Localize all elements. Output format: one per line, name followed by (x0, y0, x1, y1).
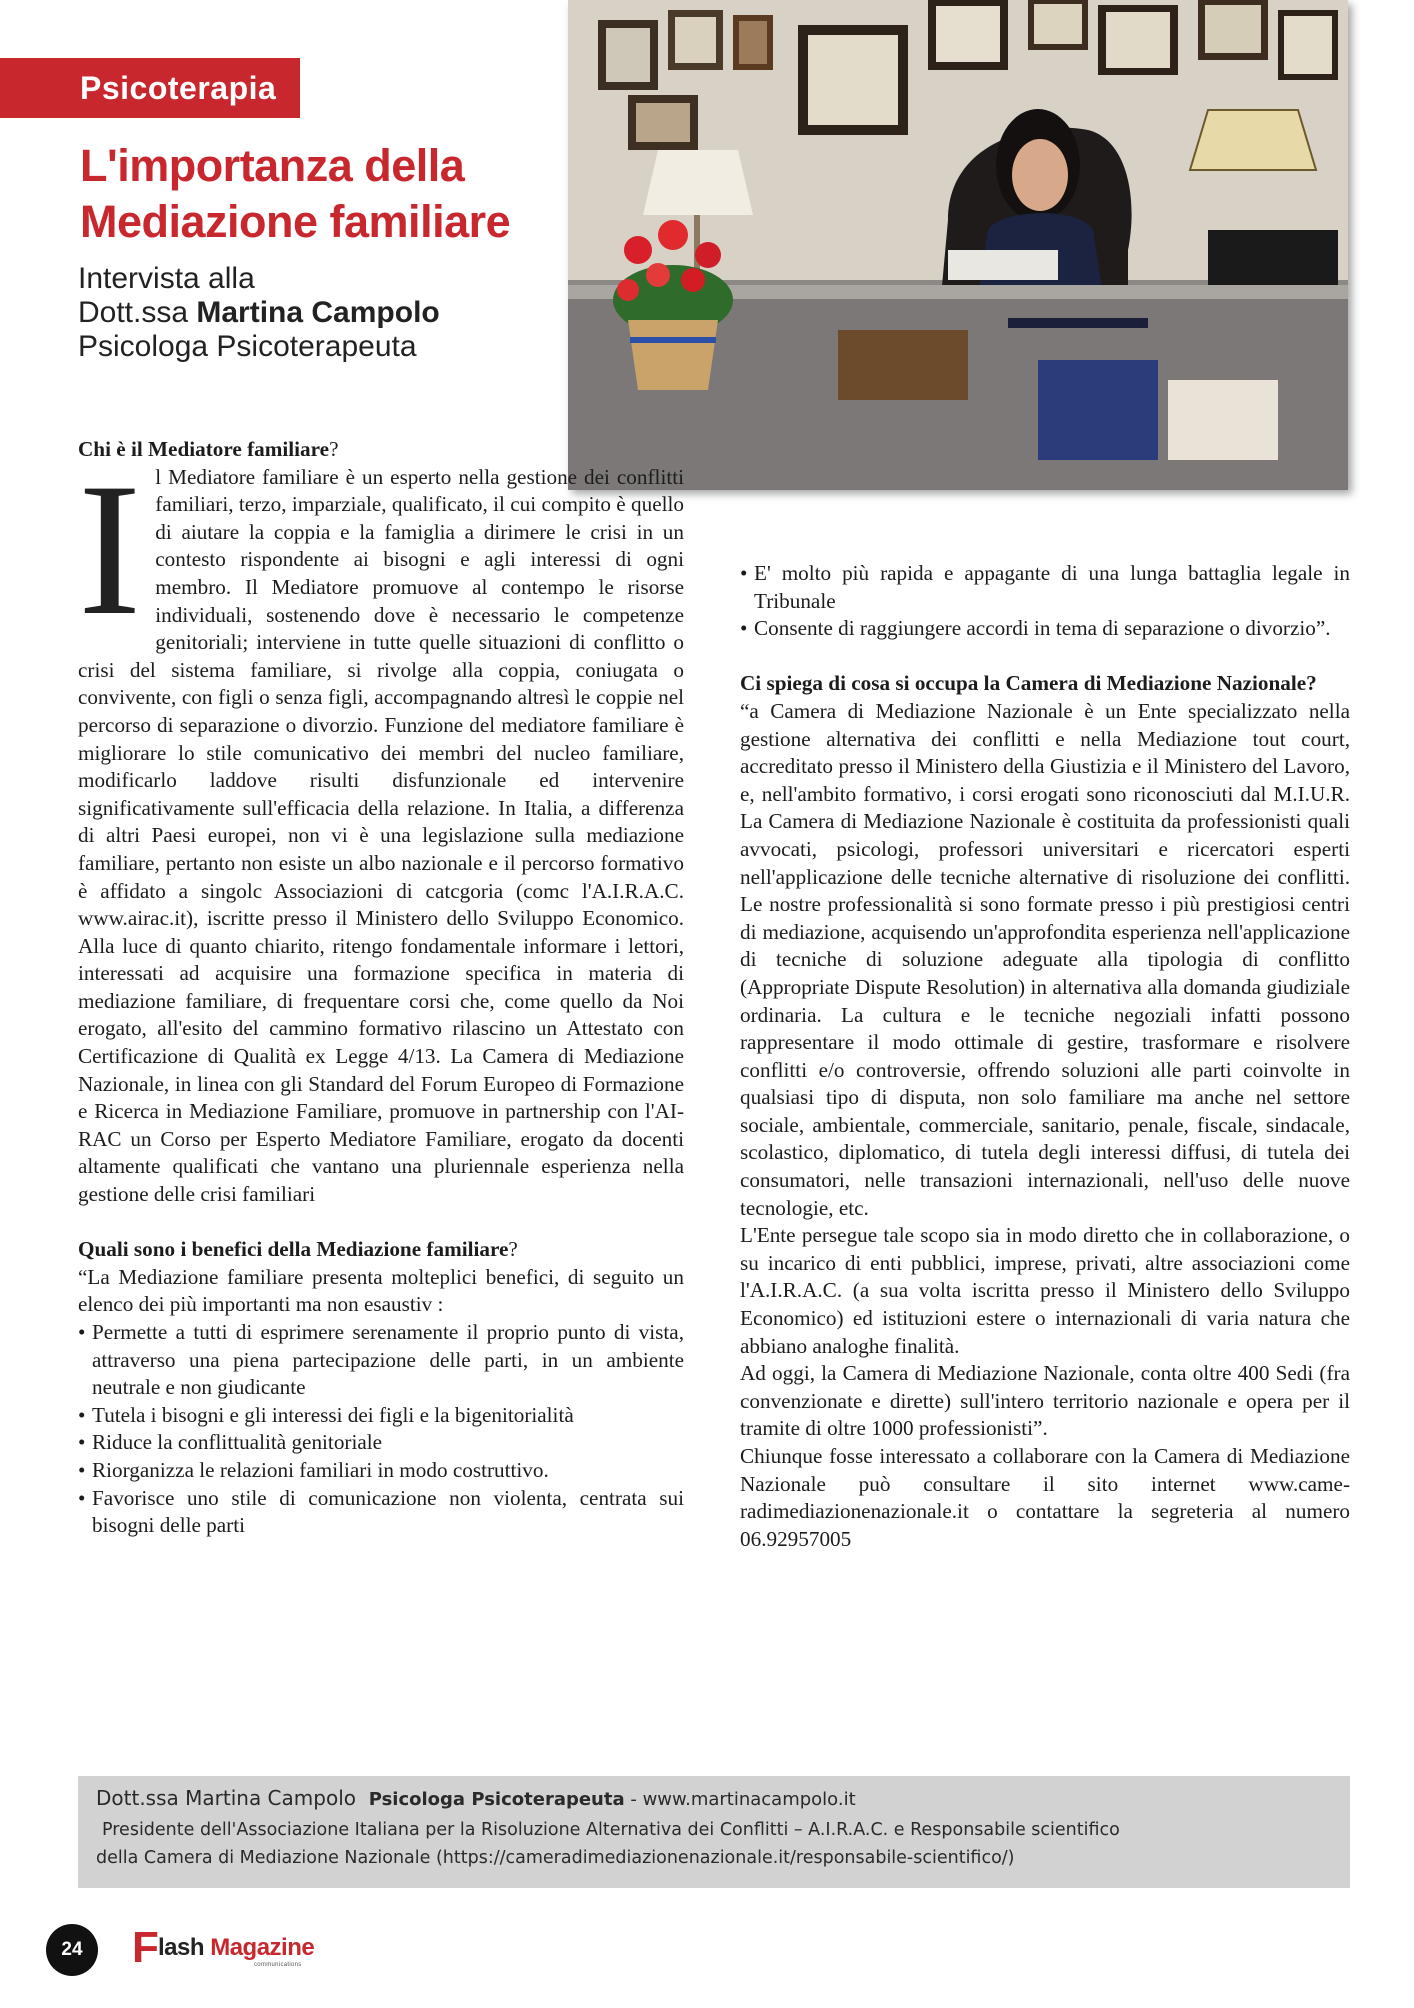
question-1-mark: ? (329, 437, 339, 461)
question-2-text: Quali sono i benefici della Mediazione familiare (78, 1237, 509, 1262)
list-item: • Consente di raggiungere accordi in tema di separazione o divorzio”. (740, 615, 1350, 643)
benefits-list (78, 1319, 684, 1540)
list-item: • Permette a tutti di esprimere serenamente il proprio punto di vista, attraverso una piena partecipazione delle parti, in un ambiente neutrale e non giudicante (78, 1319, 684, 1402)
list-item: • Tutela i bisogni e gli interessi dei figli e la bigenitorialità (78, 1402, 684, 1430)
title-line-1: L'importanza della (80, 140, 465, 191)
page-number: 24 (46, 1924, 98, 1976)
question-2 (78, 1236, 684, 1264)
question-3: Ci spiega di cosa si occupa la Camera di Mediazione Nazionale? (740, 671, 1317, 696)
question-1 (78, 436, 684, 464)
author-line (96, 1786, 1332, 1810)
list-item: • Riorganizza le relazioni familiari in modo costruttivo. (78, 1457, 684, 1485)
answer-3-part-2: L'Ente persegue tale scopo sia in modo diretto che in collaborazione, o su incarico di enti pubblici, imprese, privati, altre associazioni come l'A.I.R.A.C. (a sua volta iscritta presso il Ministero dello Sviluppo Economico) ed istituzioni estere o internazionali di varia natura che abbiano analoghe finalità. (740, 1223, 1350, 1358)
answer-1-text: l Mediatore familiare è un esperto nella gestione dei conflitti familiari, terzo, imparziale, qualificato, il cui compito è quello di aiutare la coppia e la famiglia a dirimere le crisi in un contesto rispondente ai bisogni e agli interessi di ogni membro. Il Mediatore promuove al contempo le risorse individuali, sostenendo dove è necessario le competenze genitoriali; interviene in tutte quelle situazioni di conflitto o crisi del sistema familiare, si rivolge alla coppia, coniugata o convivente, con figli o senza figli, accompagnando altresì le coppie nel percorso di separazione o divorzio. Funzione del mediatore familiare è migliorare lo stile comunicativo dei membri del nucleo familiare, modificarlo laddove risulti disfunzionale ed intervenire significativamente sull'efficacia della relazione. In Italia, a differenza di altri Paesi europei, non vi è una legislazione sulla mediazione familiare, pertanto non esiste un albo nazionale e il percorso formativo è affidato a singolc Associazioni di catcgoria (comc l'A.I.R.A.C. www.airac.it), iscritte presso il Ministero dello Sviluppo Economico. Alla luce di quanto chiarito, ritengo fondamentale informare i lettori, interessati ad acquisire una formazione specifica in materia di mediazione familiare, di frequentare corsi che, come quello da Noi erogato, all'esito del cammino formativo rilascino un Attestato con Certificazione di Qualità ex Legge 4/13. La Camera di Mediazione Nazionale, in linea con gli Standard del Forum Europeo di Formazione e Ricerca in Mediazione Familiare, promuove in partnership con l'AIRAC un Corso per Esperto Mediatore Familiare, erogato da docenti altamente qualificati che vantano una pluriennale esperienza nella gestione delle crisi familiari (78, 464, 684, 1207)
author-affiliation-line: della Camera di Mediazione Nazionale (https://cameradimediazionenazionale.it/responsabile-scientifico/) (96, 1848, 1015, 1868)
author-separator: - (624, 1789, 643, 1810)
section-tag: Psicoterapia (0, 58, 300, 118)
article-title (80, 138, 550, 250)
author-name: Dott.ssa Martina Campolo (96, 1786, 356, 1810)
answer-3: “a Camera di Mediazione Nazionale è un Ente specializzato nella gestione alternativa dei conflitti e nella Mediazione tout court, accreditato presso il Ministero della Giustizia e il Ministero del Lavoro, e, nell'ambito formativo, i corsi erogati sono riconosciuti dal M.I.U.R. La Camera di Mediazione Nazionale è costituita da professionisti quali avvocati, psicologi, professori universitari e ricercatori esperti nell'applicazione delle tecniche alternative di risoluzione dei conflitti. Le nostre professionalità si sono formate presso i più prestigiosi centri di mediazione, acquisendo un'approfondita esperienza nell'applicazione di tecniche di soluzione adeguate alla tipologia di conflitto (Appropriate Dispute Resolution) in alternativa alla domanda giudiziale ordinaria. La cultura e le tecniche negoziali infatti possono rappresentare il modo ottimale di gestire, trasformare e risolvere conflitti e/o controversie, offrendo soluzioni alle parti coinvolte in qualsiasi tipo di disputa, non solo familiare ma anche nel settore sociale, ambientale, commerciale, sanitario, penale, fiscale, sindacale, scolastico, diplomatico, di tutela degli interessi diffusi, di tutela dei consumatori, nelle transazioni internazionali, nell'uso delle nuove tecnologie, etc. (740, 698, 1350, 1220)
flash-magazine-logo (132, 1923, 322, 1972)
author-info-box (78, 1776, 1350, 1888)
subtitle-line-3: Psicologa Psicoterapeuta (78, 330, 417, 363)
logo-wordmark (158, 1934, 314, 1962)
list-item: • Favorisce uno stile di comunicazione non violenta, centrata sui bisogni delle parti (78, 1485, 684, 1540)
article-subtitle (78, 262, 558, 364)
subtitle-line-1: Intervista alla (78, 262, 255, 295)
logo-f: F (132, 1923, 159, 1972)
title-line-2: Mediazione familiare (80, 196, 511, 247)
interview-photo (568, 0, 1348, 490)
answer-2-intro: “La Mediazione familiare presenta molteplici benefici, di seguito un elenco dei più importanti ma non esaustiv : (78, 1264, 684, 1317)
subtitle-prefix: Dott.ssa (78, 296, 197, 329)
drop-cap: I (78, 444, 142, 655)
list-item: • E' molto più rapida e appagante di una lunga battaglia legale in Tribunale (740, 560, 1350, 615)
right-column (740, 560, 1350, 1553)
author-role: Psicologa Psicoterapeuta (368, 1789, 625, 1810)
author-title-line: Presidente dell'Associazione Italiana per la Risoluzione Alternativa dei Conflitti – A.I.R.A.C. e Responsabile scientifico (102, 1820, 1120, 1840)
question-1-text: Chi è il Mediatore familiare (78, 437, 330, 461)
office-scene-illustration (568, 0, 1348, 490)
logo-subtitle: communications (254, 1962, 302, 1968)
question-2-mark: ? (508, 1237, 518, 1262)
author-website-link[interactable]: www.martinacampolo.it (642, 1789, 856, 1810)
left-column (78, 436, 684, 1540)
list-item: • Riduce la conflittualità genitoriale (78, 1429, 684, 1457)
subtitle-name: Martina Campolo (196, 296, 440, 329)
logo-magazine: Magazine (210, 1934, 315, 1961)
benefits-list-continued (740, 560, 1350, 643)
logo-lash: lash (158, 1934, 211, 1961)
answer-3-part-3: Ad oggi, la Camera di Mediazione Nazionale, conta oltre 400 Sedi (fra convenzionate e dirette) sull'intero territorio nazionale e opera per il tramite di oltre 1000 professionisti”. (740, 1361, 1350, 1441)
answer-3-part-4: Chiunque fosse interessato a collaborare con la Camera di Mediazione Nazionale può consultare il sito internet www.cameradimediazionenazionale.it o contattare la segreteria al numero 06.92957005 (740, 1444, 1350, 1551)
